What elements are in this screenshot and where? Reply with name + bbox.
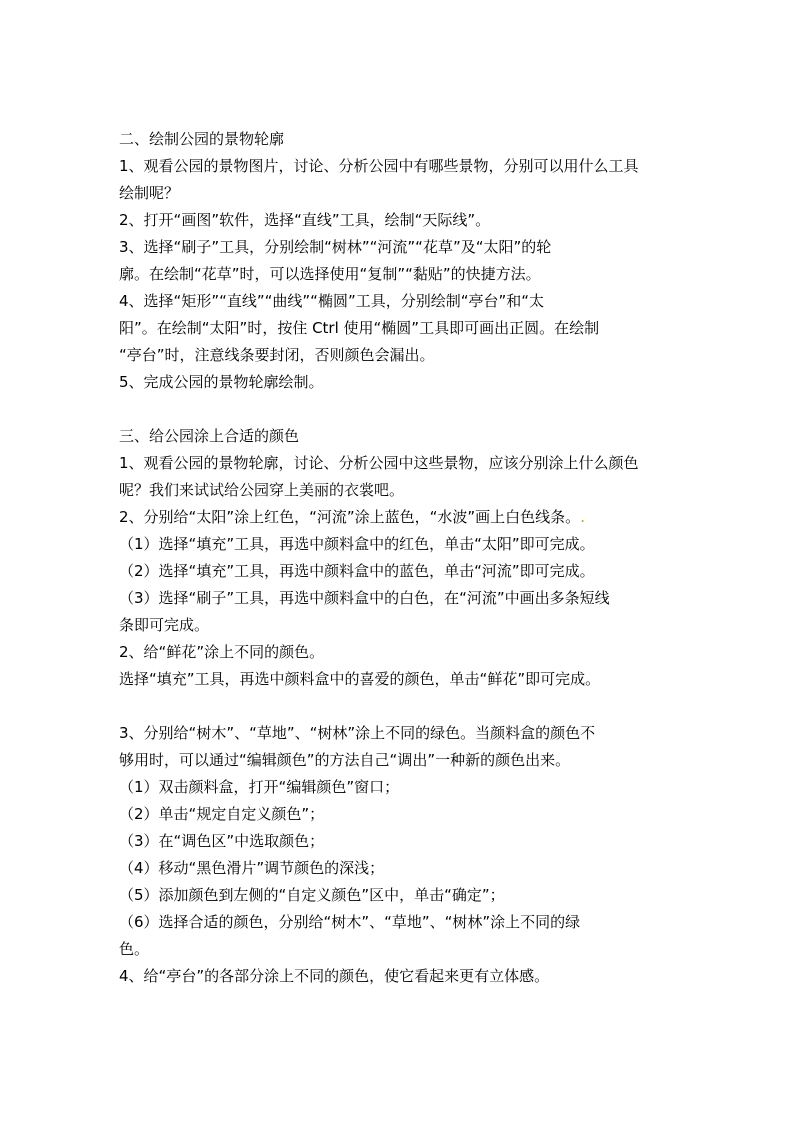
paragraph-line: “亭台”时，注意线条要封闭，否则颜色会漏出。 [119, 346, 435, 364]
paragraph-line: （3）选择“刷子”工具，再选中颜料盒中的白色，在“河流”中画出多条短线 [119, 589, 610, 607]
paragraph-line: 3、选择“刷子”工具，分别绘制“树林”“河流”“花草”及“太阳”的轮 [119, 238, 552, 256]
paragraph-line: 3、分别给“树木”、“草地”、“树林”涂上不同的绿色。当颜料盒的颜色不 [119, 724, 596, 742]
stray-mark: . [580, 508, 585, 526]
paragraph-line: 绘制呢？ [119, 184, 180, 202]
paragraph-text: 2、分别给“太阳”涂上红色，“河流”涂上蓝色，“水波”画上白色线条。 [119, 508, 581, 526]
paragraph-line: 色。 [119, 940, 150, 958]
paragraph-line: （2）单击“规定自定义颜色”； [119, 805, 325, 823]
paragraph-line: （6）选择合适的颜色，分别给“树木”、“草地”、“树林”涂上不同的绿 [119, 913, 581, 931]
paragraph-line: 5、完成公园的景物轮廓绘制。 [119, 373, 324, 391]
paragraph-line: （2）选择“填充”工具，再选中颜料盒中的蓝色，单击“河流”即可完成。 [119, 562, 595, 580]
paragraph-line: （5）添加颜色到左侧的“自定义颜色”区中，单击“确定”； [119, 886, 505, 904]
paragraph-line: 1、观看公园的景物图片，讨论、分析公园中有哪些景物，分别可以用什么工具 [119, 157, 639, 175]
paragraph-line: 阳”。在绘制“太阳”时，按住 Ctrl 使用“椭圆”工具即可画出正圆。在绘制 [119, 319, 600, 337]
paragraph-line: 够用时，可以通过“编辑颜色”的方法自己“调出”一种新的颜色出来。 [119, 751, 571, 769]
paragraph-line: 条即可完成。 [119, 616, 210, 634]
paragraph-line: 呢？我们来试试给公园穿上美丽的衣裳吧。 [119, 481, 405, 499]
section-heading: 三、给公园涂上合适的颜色 [119, 427, 300, 445]
paragraph-line: 4、给“亭台”的各部分涂上不同的颜色，使它看起来更有立体感。 [119, 967, 550, 985]
paragraph-line: （1）双击颜料盒，打开“编辑颜色”窗口； [119, 778, 400, 796]
paragraph-line: 4、选择“矩形”“直线”“曲线”“椭圆”工具，分别绘制“亭台”和“太 [119, 292, 545, 310]
paragraph-line [119, 504, 679, 531]
paragraph-line: （4）移动“黑色滑片”调节颜色的深浅； [119, 859, 385, 877]
blank-line [119, 396, 679, 423]
paragraph-line: （1）选择“填充”工具，再选中颜料盒中的红色，单击“太阳”即可完成。 [119, 535, 595, 553]
paragraph-line: 2、给“鲜花”涂上不同的颜色。 [119, 643, 325, 661]
paragraph-line: 廓。在绘制“花草”时，可以选择使用“复制”“黏贴”的快捷方法。 [119, 265, 541, 283]
document-body [119, 126, 679, 990]
paragraph-line: 选择“填充”工具，再选中颜料盒中的喜爱的颜色，单击“鲜花”即可完成。 [119, 670, 601, 688]
blank-line [119, 693, 679, 720]
section-heading: 二、绘制公园的景物轮廓 [119, 130, 285, 148]
paragraph-line: （3）在“调色区”中选取颜色； [119, 832, 325, 850]
paragraph-line: 2、打开“画图”软件，选择“直线”工具，绘制“天际线”。 [119, 211, 491, 229]
paragraph-line: 1、观看公园的景物轮廓，讨论、分析公园中这些景物，应该分别涂上什么颜色 [119, 454, 639, 472]
